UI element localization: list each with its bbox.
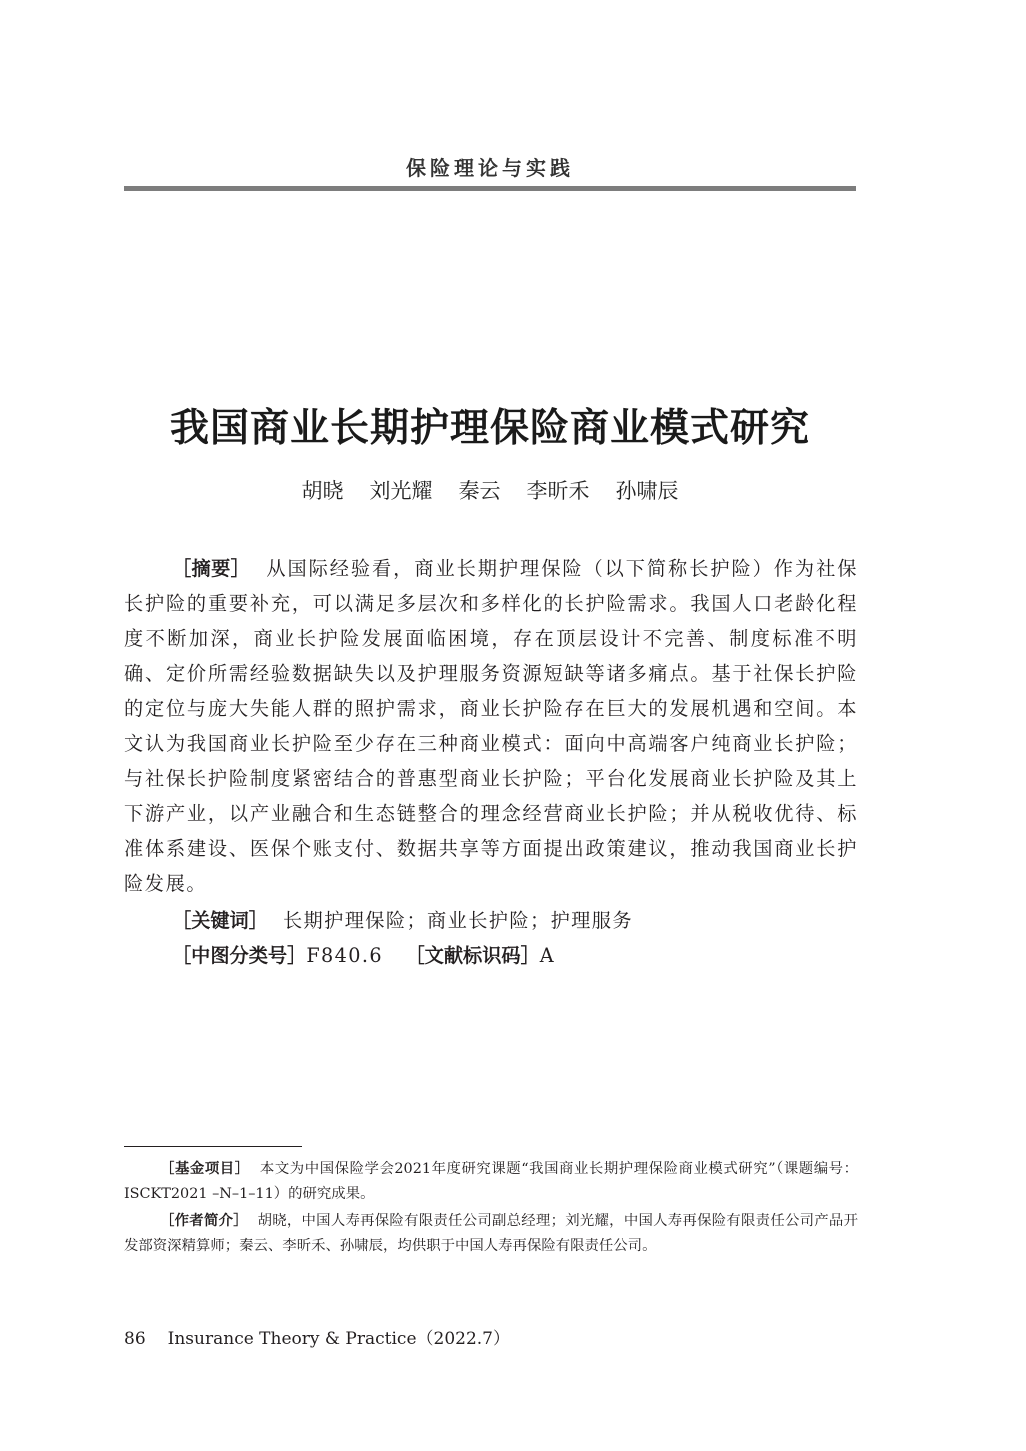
author-name: 李昕禾 — [526, 479, 590, 503]
author-name: 孙啸辰 — [615, 479, 679, 503]
author-info-label: ［作者简介］ — [160, 1213, 248, 1229]
abstract-label: ［摘要］ — [172, 557, 251, 580]
footnote-author — [124, 1209, 858, 1259]
classification — [172, 938, 862, 973]
page-number: 86 — [124, 1329, 146, 1349]
fund-label: ［基金项目］ — [160, 1161, 250, 1177]
abstract — [124, 551, 858, 901]
author-name: 胡晓 — [301, 479, 344, 503]
page-footer — [124, 1325, 510, 1353]
article-title: 我国商业长期护理保险商业模式研究 — [169, 405, 810, 451]
author-name: 刘光耀 — [369, 479, 433, 503]
clc-label: ［中图分类号］ — [172, 944, 307, 967]
clc-value: F840.6 — [306, 944, 383, 967]
footnote-rule — [124, 1146, 302, 1147]
journal-citation: Insurance Theory & Practice（2022.7） — [167, 1329, 510, 1349]
doc-code-label: ［文献标识码］ — [405, 944, 540, 967]
journal-section-title: 保险理论与实践 — [406, 156, 574, 180]
header-rule — [124, 186, 856, 191]
footnote-fund — [124, 1157, 858, 1207]
keywords-label: ［关键词］ — [172, 909, 268, 932]
keywords-text: 长期护理保险；商业长护险；护理服务 — [282, 909, 633, 932]
keywords — [172, 903, 862, 938]
fund-text: 本文为中国保险学会2021年度研究课题“我国商业长期护理保险商业模式研究”（课题编号：ISCKT2021 –N–1–11）的研究成果。 — [124, 1161, 858, 1202]
doc-code-value: A — [539, 944, 556, 967]
abstract-text: 从国际经验看，商业长期护理保险（以下简称长护险）作为社保长护险的重要补充，可以满足多层次和多样化的长护险需求。我国人口老龄化程度不断加深，商业长护险发展面临困境，存在顶层设计不完善、制度标准不明确、定价所需经验数据缺失以及护理服务资源短缺等诸多痛点。基于社保长护险的定位与庞大失能人群的照护需求，商业长护险存在巨大的发展机遇和空间。本文认为我国商业长护险至少存在三种商业模式：面向中高端客户纯商业长护险；与社保长护险制度紧密结合的普惠型商业长护险；平台化发展商业长护险及其上下游产业，以产业融合和生态链整合的理念经营商业长护险；并从税收优待、标准体系建设、医保个账支付、数据共享等方面提出政策建议，推动我国商业长护险发展。 — [124, 557, 859, 895]
running-header — [124, 150, 856, 191]
author-name: 秦云 — [458, 479, 501, 503]
author-list — [124, 474, 856, 508]
author-info-text: 胡晓，中国人寿再保险有限责任公司副总经理；刘光耀，中国人寿再保险有限责任公司产品开发部资深精算师；秦云、李昕禾、孙啸辰，均供职于中国人寿再保险有限责任公司。 — [124, 1213, 858, 1254]
